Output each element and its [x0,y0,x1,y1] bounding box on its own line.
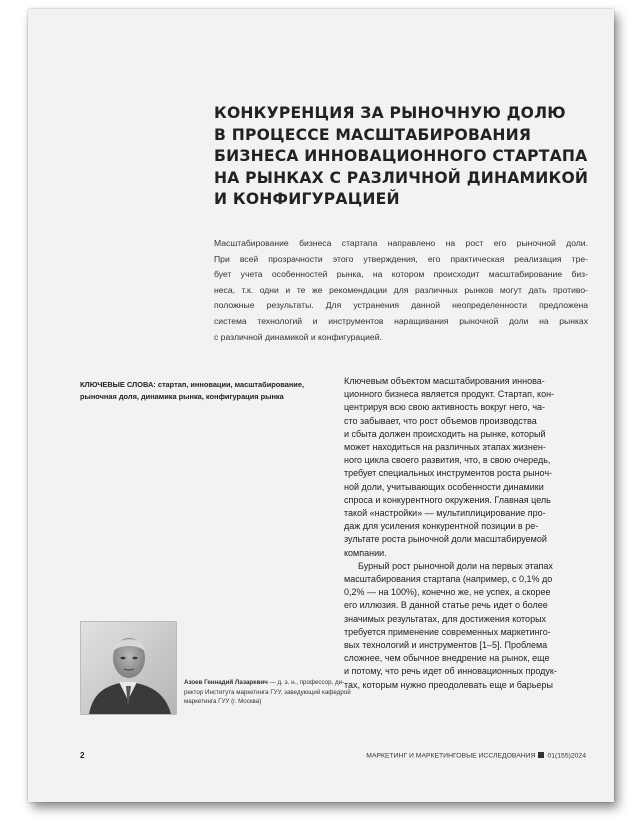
title-line: БИЗНЕСА ИННОВАЦИОННОГО СТАРТАПА [214,147,588,165]
author-photo [80,621,177,715]
body-line: и потому, что речь идет об инновационных продук- [344,666,557,677]
body-line: его иллюзия. В данной статье речь идет о более [344,600,548,611]
body-line: 0,2% — на 100%), конечно же, не успех, а скорее [344,587,551,598]
author-line: ректор Института маркетинга ГУУ, заведующий кафедрой [184,688,351,696]
keywords-label: КЛЮЧЕВЫЕ СЛОВА: [80,380,156,389]
abstract-line: положные результаты. Для устранения данной неопределенности предложена [214,300,588,311]
article-abstract [214,236,588,345]
article-body [344,375,600,692]
body-line: сто забывает, что рост объемов производства [344,415,537,426]
body-line: требует специальных инструментов роста рыноч- [344,468,553,479]
abstract-line: При всей прозрачности этого утверждения, его практическая реализация тре- [214,253,588,264]
author-line: маркетинга ГУУ (г. Москва) [184,698,262,706]
keywords-text: стартап, инновации, масштабирование, [157,380,305,389]
keywords-line [80,379,330,391]
author-name: Азоев Геннадий Лазаревич [184,679,268,686]
body-line: зультате роста рыночной доли масштабируемой [344,534,547,545]
abstract-line: Масштабирование бизнеса стартапа направлено на рост его рыночной доли. [214,238,588,248]
body-line: ционного бизнеса является продукт. Стартап, кон- [344,389,555,400]
body-line: центрируя всю свою активность вокруг него, ча- [344,402,546,413]
author-title: — д. э. н., профессор, ди- [267,679,345,686]
journal-page [28,9,614,802]
body-line: может находиться на различных этапах жизнен- [344,442,546,453]
journal-footer [366,752,586,760]
title-line: КОНКУРЕНЦИЯ ЗА РЫНОЧНУЮ ДОЛЮ [214,104,566,122]
body-line: даж для усиления конкурентной позиции в ре- [344,521,539,532]
body-line: значимых результатах, для достижения которых [344,613,547,624]
body-line: Бурный рост рыночной доли на первых этапах [358,560,553,571]
body-line: такой «настройки» — мультиплицирование про- [344,508,546,519]
keywords-block [80,379,330,402]
author-line [184,678,344,688]
body-line: ного цикла своего развития, что, в свою очередь, [344,455,551,466]
abstract-line: неса, т.к. одни и те же рекомендации для различных рынков могут дать противо- [214,284,588,295]
body-line: сложнее, чем обычное внедрение на рынок, еще [344,653,550,664]
title-line: В ПРОЦЕССЕ МАСШТАБИРОВАНИЯ [214,125,532,144]
keywords-text: рыночная доля, динамика рынка, конфигурация рынка [80,391,284,401]
page-number: 2 [80,751,85,760]
author-portrait-image [81,622,176,714]
journal-issue: 01(155)2024 [547,752,586,760]
abstract-line: бует учета особенностей рынка, на котором происходит масштабирование биз- [214,269,588,280]
body-line: тах, которым нужно преодолевать еще и барьеры [344,679,553,690]
journal-name: МАРКЕТИНГ И МАРКЕТИНГОВЫЕ ИССЛЕДОВАНИЯ [366,752,536,760]
title-line: И КОНФИГУРАЦИЕЙ [214,190,400,208]
title-line: НА РЫНКАХ С РАЗЛИЧНОЙ ДИНАМИКОЙ [214,168,589,187]
body-line: спроса и конкурентного окружения. Главная цель [344,494,551,505]
body-line: Ключевым объектом масштабирования иннова- [344,376,545,386]
body-line: ной доли, учитывающих особенности динамики [344,481,544,492]
abstract-line: система технологий и инструментов наращивания рыночной доли на рынках [214,315,588,326]
body-line: вых технологий и инструментов [1–5]. Проблема [344,640,548,651]
author-info [184,678,351,707]
body-line: масштабирования стартапа (например, с 0,1% до [344,574,553,585]
article-title [214,103,594,211]
square-bullet-icon [538,752,544,758]
body-line: требуется применение современных маркетинго- [344,626,551,637]
body-line: компании. [344,547,387,558]
body-line: и сбыта должен происходить на рынке, который [344,428,546,439]
abstract-line: с различной динамикой и конфигурацией. [214,331,382,342]
